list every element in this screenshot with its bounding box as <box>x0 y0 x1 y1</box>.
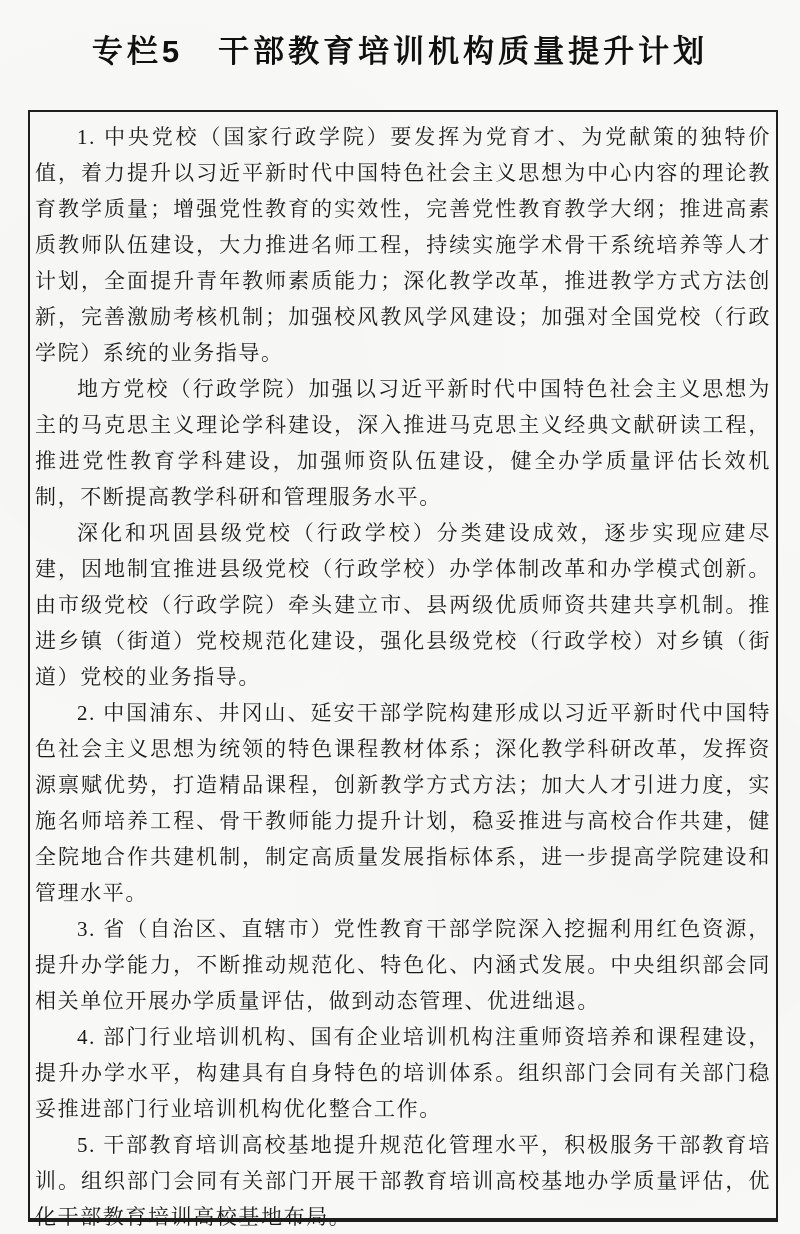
paragraph-county-party-schools: 深化和巩固县级党校（行政学校）分类建设成效，逐步实现应建尽建，因地制宜推进县级党校（行政学校）办学体制改革和办学模式创新。由市级党校（行政学院）牵头建立市、县两级优质师资共建共享机制。推进乡镇（街道）党校规范化建设，强化县级党校（行政学校）对乡镇（街道）党校的业务指导。 <box>35 521 771 689</box>
paragraph-item-5: 5. 干部教育培训高校基地提升规范化管理水平，积极服务干部教育培训。组织部门会同有关部门开展干部教育培训高校基地办学质量评估，优化干部教育培训高校基地布局。 <box>35 1133 771 1229</box>
paragraph-item-1: 1. 中央党校（国家行政学院）要发挥为党育才、为党献策的独特价值，着力提升以习近平新时代中国特色社会主义思想为中心内容的理论教育教学质量；增强党性教育的实效性，完善党性教育教学大纲；推进高素质教师队伍建设，大力推进名师工程，持续实施学术骨干系统培养等人才计划，全面提升青年教师素质能力；深化教学改革，推进教学方式方法创新，完善激励考核机制；加强校风教风学风建设；加强对全国党校（行政学院）系统的业务指导。 <box>35 125 771 365</box>
paragraph-item-4: 4. 部门行业培训机构、国有企业培训机构注重师资培养和课程建设，提升办学水平，构建具有自身特色的培训体系。组织部门会同有关部门稳妥推进部门行业培训机构优化整合工作。 <box>35 1025 771 1121</box>
paragraph-local-party-schools: 地方党校（行政学院）加强以习近平新时代中国特色社会主义思想为主的马克思主义理论学科建设，深入推进马克思主义经典文献研读工程，推进党性教育学科建设，加强师资队伍建设，健全办学质量评估长效机制，不断提高教学科研和管理服务水平。 <box>35 377 771 509</box>
paragraph-item-2: 2. 中国浦东、井冈山、延安干部学院构建形成以习近平新时代中国特色社会主义思想为统领的特色课程教材体系；深化教学科研改革，发挥资源禀赋优势，打造精品课程，创新教学方式方法；加大人才引进力度，实施名师培养工程、骨干教师能力提升计划，稳妥推进与高校合作共建，健全院地合作共建机制，制定高质量发展指标体系，进一步提高学院建设和管理水平。 <box>35 701 771 905</box>
paragraph-item-3: 3. 省（自治区、直辖市）党性教育干部学院深入挖掘利用红色资源，提升办学能力，不断推动规范化、特色化、内涵式发展。中央组织部会同相关单位开展办学质量评估，做到动态管理、优进绌退。 <box>35 917 771 1013</box>
page-title: 专栏5 干部教育培训机构质量提升计划 <box>91 34 709 69</box>
content-box <box>28 110 778 1229</box>
